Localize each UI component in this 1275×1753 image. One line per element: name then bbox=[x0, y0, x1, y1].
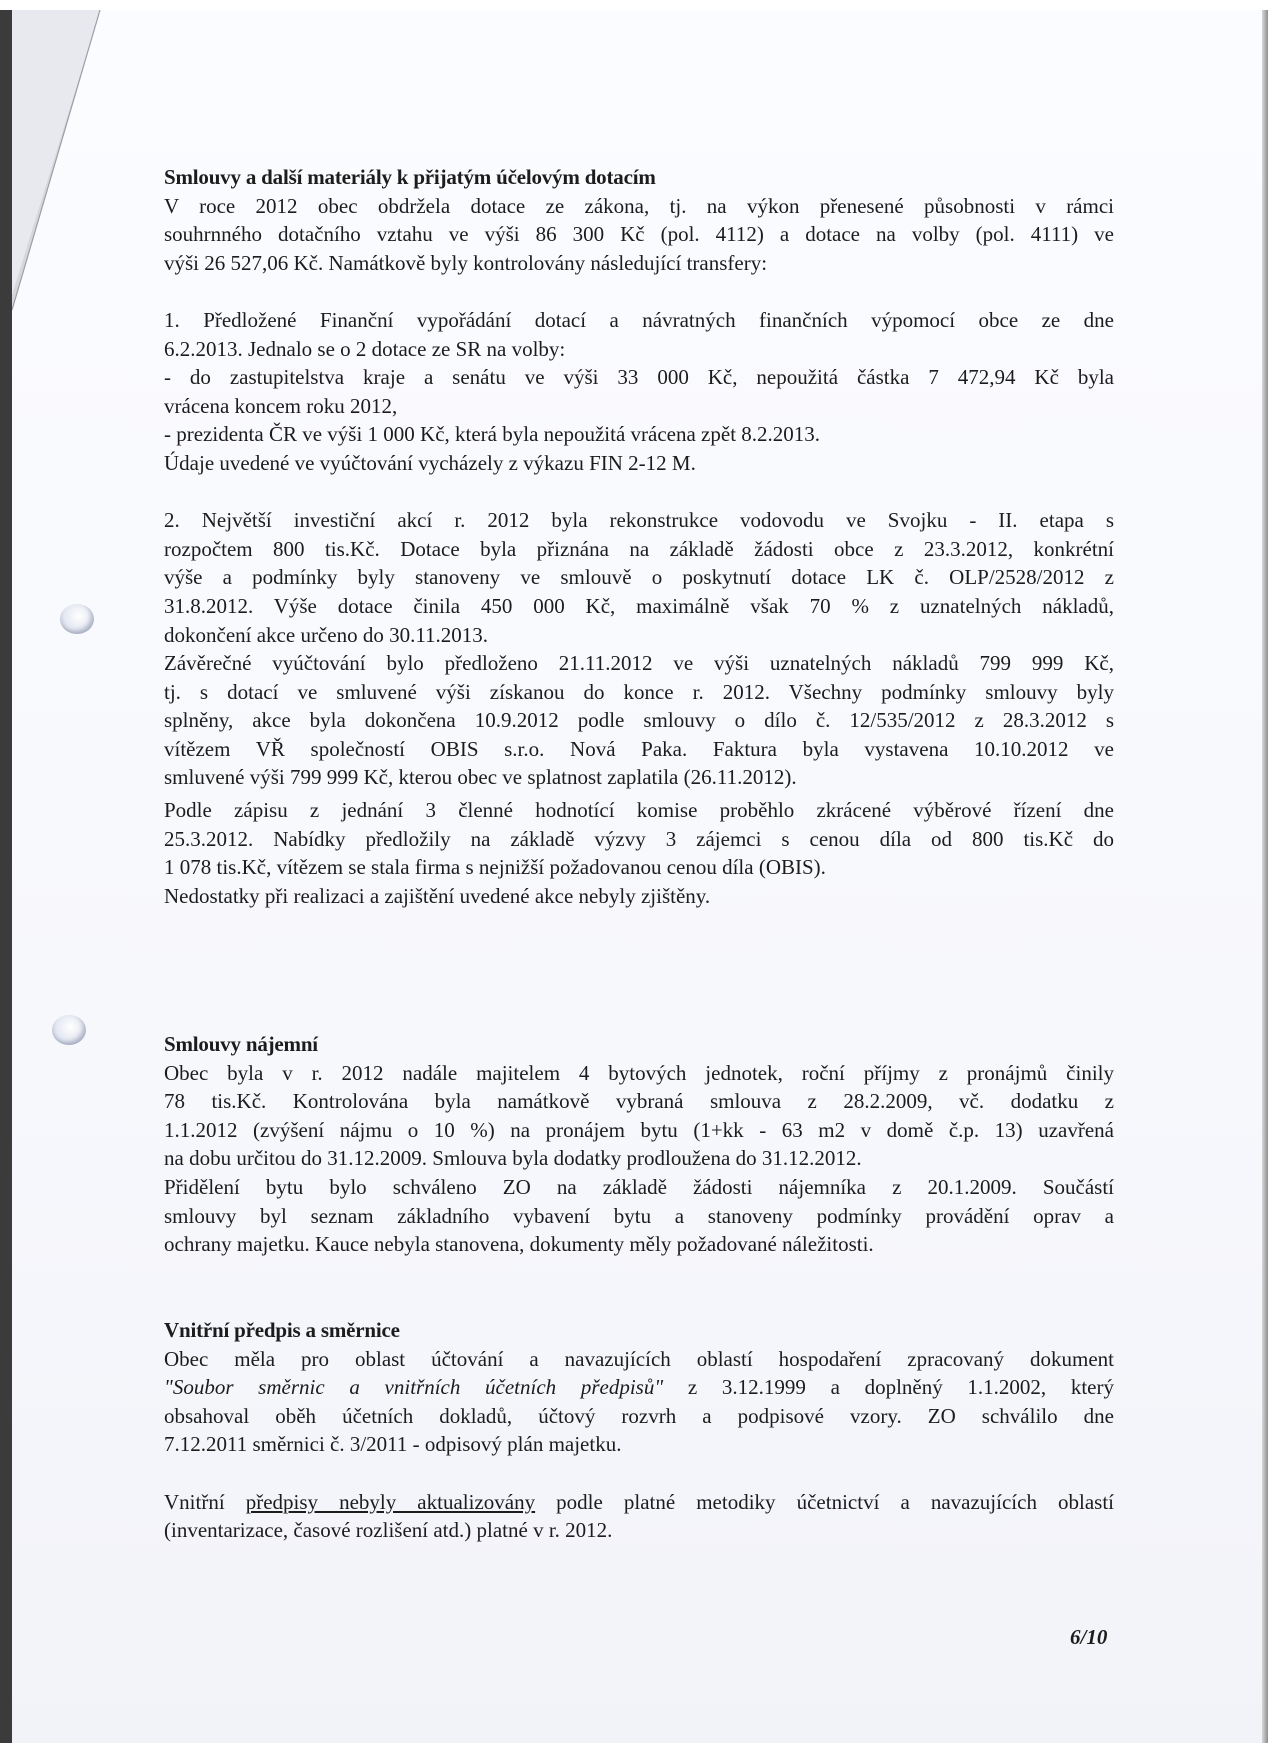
text-line: 1 078 tis.Kč, vítězem se stala firma s nejnižší požadovanou cenou díla (OBIS). bbox=[164, 855, 826, 880]
text-line: ochrany majetku. Kauce nebyla stanovena, dokumenty měly požadované náležitosti. bbox=[164, 1232, 874, 1257]
page-number: 6/10 bbox=[1070, 1625, 1108, 1649]
text-line: Obec měla pro oblast účtování a navazujících oblastí hospodaření zpracovaný dokument bbox=[164, 1346, 1114, 1371]
punch-hole-icon bbox=[60, 604, 94, 634]
text-line: Obec byla v r. 2012 nadále majitelem 4 bytových jednotek, roční příjmy z pronájmů činily bbox=[164, 1060, 1114, 1085]
section-najemni bbox=[164, 1030, 1114, 1259]
scan-border-left bbox=[0, 10, 12, 1743]
text-line: Nedostatky při realizaci a zajištění uvedené akce nebyly zjištěny. bbox=[164, 883, 711, 908]
text-line: obsahoval oběh účetních dokladů, účtový rozvrh a podpisové vzory. ZO schválilo dne bbox=[164, 1403, 1114, 1428]
text-line: vrácena koncem roku 2012, bbox=[164, 393, 398, 418]
text-fragment: z 3.12.1999 a doplněný 1.1.2002, který bbox=[663, 1375, 1114, 1400]
text-line: Přidělení bytu bylo schváleno ZO na základě žádosti nájemníka z 20.1.2009. Součástí bbox=[164, 1174, 1114, 1199]
text-line: - do zastupitelstva kraje a senátu ve výši 33 000 Kč, nepoužitá částka 7 472,94 Kč byla bbox=[164, 365, 1114, 390]
text-line: 31.8.2012. Výše dotace činila 450 000 Kč, maximálně však 70 % z uznatelných nákladů, bbox=[164, 593, 1114, 618]
text-line: 1. Předložené Finanční vypořádání dotací a návratných finančních výpomocí obce ze dne bbox=[164, 307, 1114, 332]
text-line: Závěrečné vyúčtování bylo předloženo 21.11.2012 ve výši uznatelných nákladů 799 999 Kč, bbox=[164, 651, 1114, 676]
text-line: vítězem VŘ společností OBIS s.r.o. Nová Paka. Faktura byla vystavena 10.10.2012 ve bbox=[164, 736, 1114, 761]
section-heading: Vnitřní předpis a směrnice bbox=[164, 1318, 400, 1342]
text-line: výši 26 527,06 Kč. Namátkově byly kontrolovány následující transfery: bbox=[164, 250, 768, 275]
folded-corner-icon bbox=[12, 10, 122, 310]
punch-hole-icon bbox=[52, 1015, 86, 1045]
text-line: 78 tis.Kč. Kontrolována byla namátkově vybraná smlouva z 28.2.2009, vč. dodatku z bbox=[164, 1089, 1114, 1114]
text-line: souhrnného dotačního vztahu ve výši 86 300 Kč (pol. 4112) a dotace na volby (pol. 4111) ve bbox=[164, 222, 1114, 247]
text-line: dokončení akce určeno do 30.11.2013. bbox=[164, 622, 489, 647]
paper-edge-right bbox=[1262, 10, 1268, 1743]
text-fragment: Vnitřní bbox=[164, 1489, 246, 1514]
document-title-italic: "Soubor směrnic a vnitřních účetních předpisů" bbox=[164, 1375, 664, 1400]
section-vnitrni-predpis bbox=[164, 1316, 1114, 1545]
text-line bbox=[164, 1373, 1114, 1402]
text-fragment: podle platné metodiky účetnictví a navazujících oblastí bbox=[535, 1489, 1114, 1514]
section-heading: Smlouvy nájemní bbox=[164, 1032, 318, 1056]
text-line bbox=[164, 1488, 1114, 1517]
text-line: výše a podmínky byly stanoveny ve smlouvě o poskytnutí dotace LK č. OLP/2528/2012 z bbox=[164, 565, 1114, 590]
text-line: V roce 2012 obec obdržela dotace ze zákona, tj. na výkon přenesené působnosti v rámci bbox=[164, 193, 1114, 218]
text-line: 25.3.2012. Nabídky předložily na základě výzvy 3 zájemci s cenou díla od 800 tis.Kč do bbox=[164, 826, 1114, 851]
text-line: smlouvy byl seznam základního vybavení bytu a stanoveny podmínky provádění oprav a bbox=[164, 1203, 1114, 1228]
text-line: rozpočtem 800 tis.Kč. Dotace byla přiznána na základě žádosti obce z 23.3.2012, konkrétní bbox=[164, 536, 1114, 561]
text-line: 1.1.2012 (zvýšení nájmu o 10 %) na pronájem bytu (1+kk - 63 m2 v domě č.p. 13) uzavřená bbox=[164, 1117, 1114, 1142]
text-line: 2. Největší investiční akcí r. 2012 byla rekonstrukce vodovodu ve Svojku - II. etapa s bbox=[164, 508, 1114, 533]
text-line: Podle zápisu z jednání 3 členné hodnotící komise proběhlo zkrácené výběrové řízení dne bbox=[164, 798, 1114, 823]
section-dotace bbox=[164, 163, 1114, 910]
underlined-text: předpisy nebyly aktualizovány bbox=[245, 1489, 536, 1514]
scan-margin-top bbox=[0, 0, 1275, 10]
text-line: na dobu určitou do 31.12.2009. Smlouva byla dodatky prodloužena do 31.12.2012. bbox=[164, 1146, 862, 1171]
text-line: splněny, akce byla dokončena 10.9.2012 podle smlouvy o dílo č. 12/535/2012 z 28.3.2012 s bbox=[164, 708, 1114, 733]
text-line: - prezidenta ČR ve výši 1 000 Kč, která byla nepoužitá vrácena zpět 8.2.2013. bbox=[164, 422, 821, 447]
text-line: 7.12.2011 směrnici č. 3/2011 - odpisový plán majetku. bbox=[164, 1432, 622, 1457]
text-line: tj. s dotací ve smluvené výši získanou do konce r. 2012. Všechny podmínky smlouvy byly bbox=[164, 679, 1114, 704]
text-line: 6.2.2013. Jednalo se o 2 dotace ze SR na volby: bbox=[164, 336, 566, 361]
section-heading: Smlouvy a další materiály k přijatým účelovým dotacím bbox=[164, 165, 656, 189]
text-line: (inventarizace, časové rozlišení atd.) platné v r. 2012. bbox=[164, 1518, 613, 1543]
text-line: smluvené výši 799 999 Kč, kterou obec ve splatnost zaplatila (26.11.2012). bbox=[164, 765, 797, 790]
text-line: Údaje uvedené ve vyúčtování vycházely z výkazu FIN 2-12 M. bbox=[164, 450, 696, 475]
